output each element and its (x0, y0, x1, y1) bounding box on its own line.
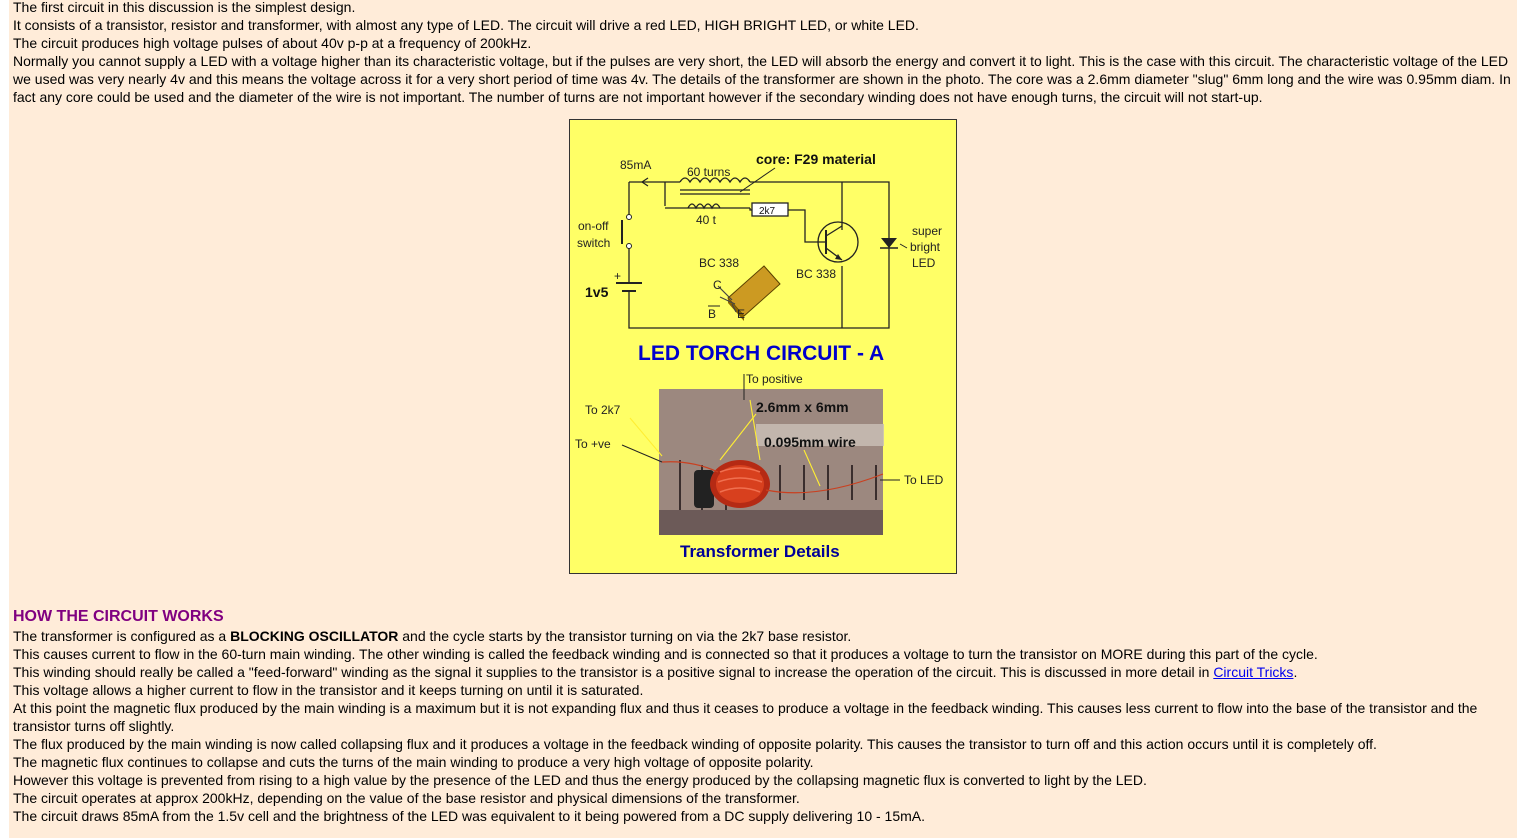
intro-paragraph: Normally you cannot supply a LED with a voltage higher than its characteristic voltage, but if the pulses are very short, the LED will absorb the energy and convert it to light. This is the case with this circuit. The characteristic voltage of the LED we used was very nearly 4v and this means the voltage across it for a very short period of time was 4v. The details of the transformer are shown in the photo. The core was a 2.6mm diameter "slug" 6mm long and the wire was 0.95mm diam. In fact any core could be used and the diameter of the wire is not important. The number of turns are not important however if the secondary winding does not have enough turns, the circuit will not start-up. (13, 53, 1511, 105)
how-line: The circuit operates at approx 200kHz, depending on the value of the base resistor and physical dimensions of the transformer. (13, 790, 800, 806)
how-line: This voltage allows a higher current to flow in the transistor and it keeps turning on until it is saturated. (13, 682, 644, 698)
pinout-part-label: BC 338 (699, 256, 740, 270)
how-text: . (1293, 664, 1298, 680)
pin-c-label: C (713, 278, 722, 292)
how-line: The magnetic flux continues to collapse and cuts the turns of the main winding to produce a very high voltage of opposite polarity. (13, 754, 814, 770)
how-text: The transformer is configured as a (13, 628, 231, 644)
photo-label-to-ve: To +ve (575, 437, 611, 451)
intro-line: The first circuit in this discussion is the simplest design. (13, 0, 356, 15)
figure-caption: Transformer Details (680, 542, 840, 561)
page (9, 0, 1517, 838)
circuit-figure (569, 119, 957, 574)
how-line (13, 627, 851, 645)
intro-line: The circuit produces high voltage pulses of about 40v p-p at a frequency of 200kHz. (13, 35, 532, 51)
how-line (13, 663, 1297, 681)
secondary-turns-label: 40 t (696, 213, 717, 227)
how-line: This causes current to flow in the 60-turn main winding. The other winding is called the feedback winding and is connected so that it produces a voltage to turn the transistor on MORE during this part of the cycle. (13, 646, 1318, 662)
primary-turns-label: 60 turns (687, 165, 731, 179)
section-heading: HOW THE CIRCUIT WORKS (13, 608, 224, 625)
pin-b-label: B (708, 307, 717, 321)
how-text: and the cycle starts by the transistor turning on via the 2k7 base resistor. (398, 628, 852, 644)
photo-label-to-2k7: To 2k7 (585, 403, 621, 417)
led-label: LED (912, 256, 936, 270)
photo-label-to-led: To LED (904, 473, 944, 487)
core-label: core: F29 material (756, 151, 876, 167)
battery-plus-label: + (614, 269, 622, 283)
intro-line: It consists of a transistor, resistor and transformer, with almost any type of LED. The circuit will drive a red LED, HIGH BRIGHT LED, or white LED. (13, 17, 919, 33)
photo-label-size: 2.6mm x 6mm (756, 399, 849, 415)
blocking-oscillator-term: BLOCKING OSCILLATOR (230, 628, 399, 644)
photo-label-to-positive: To positive (746, 372, 803, 386)
photo-label-wire: 0.095mm wire (764, 434, 856, 450)
battery-label: 1v5 (585, 284, 609, 300)
led-label: bright (910, 240, 941, 254)
led-icon (881, 238, 897, 248)
figure-title: LED TORCH CIRCUIT - A (638, 342, 885, 365)
led-label: super (912, 224, 943, 238)
current-label: 85mA (620, 158, 652, 172)
how-line: The circuit draws 85mA from the 1.5v cell and the brightness of the LED was equivalent to it being powered from a DC supply delivering 10 - 15mA. (13, 808, 926, 824)
circuit-diagram (570, 120, 956, 573)
pin-e-label: E (737, 307, 746, 321)
circuit-tricks-link[interactable]: Circuit Tricks (1213, 664, 1294, 680)
resistor-label: 2k7 (759, 206, 776, 217)
how-line: The flux produced by the main winding is now called collapsing flux and it produces a voltage in the feedback winding of opposite polarity. This causes the transistor to turn off and this action occurs until it is completely off. (13, 736, 1377, 752)
transistor-label: BC 338 (796, 267, 837, 281)
how-line: However this voltage is prevented from rising to a high value by the presence of the LED and thus the energy produced by the collapsing magnetic flux is converted to light by the LED. (13, 772, 1147, 788)
how-paragraph: At this point the magnetic flux produced by the main winding is a maximum but it is not expanding flux and thus it ceases to produce a voltage in the feedback winding. This causes less current to flow into the base of the transistor and the transistor turns off slightly. (13, 700, 1478, 734)
switch-label: on-off (578, 219, 609, 233)
switch-label: switch (577, 236, 611, 250)
how-text: This winding should really be called a "feed-forward" winding as the signal it supplies to the transistor is a positive signal to increase the operation of the circuit. This is discussed in more detail in (13, 664, 1214, 680)
